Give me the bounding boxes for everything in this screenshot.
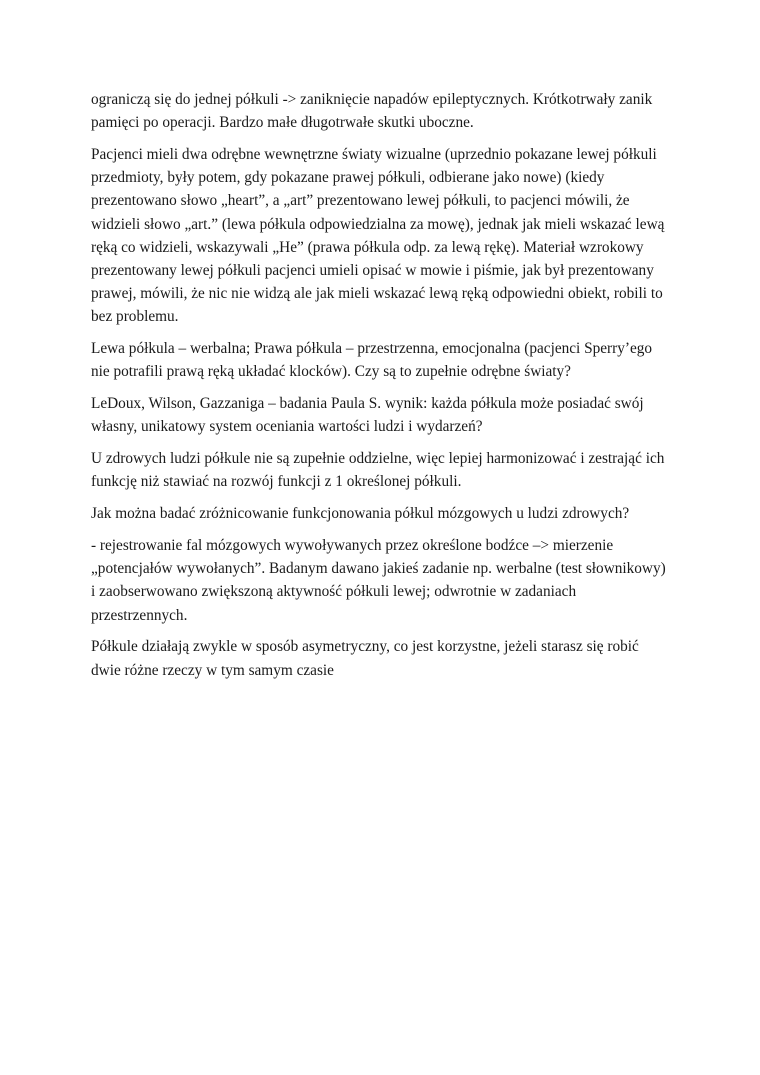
document-body bbox=[91, 88, 671, 690]
paragraph-epilepsy-outcome: ograniczą się do jednej półkuli -> zaniknięcie napadów epileptycznych. Krótkotrwały zanik pamięci po operacji. Bardzo małe długotrwałe skutki uboczne. bbox=[91, 91, 653, 132]
paragraph-question: Jak można badać zróżnicowanie funkcjonowania półkul mózgowych u ludzi zdrowych? bbox=[91, 505, 630, 523]
paragraph-healthy-people: U zdrowych ludzi półkule nie są zupełnie oddzielne, więc lepiej harmonizować i zestrająć ich funkcję niż stawiać na rozwój funkcji z 1 określonej półkuli. bbox=[91, 450, 665, 491]
paragraph-visual-worlds: Pacjenci mieli dwa odrębne wewnętrzne światy wizualne (uprzednio pokazane lewej półkuli przedmioty, były potem, gdy pokazane prawej półkuli, odbierane jako nowe) (kiedy prezentowano słowo „heart”, a „art” prezentowano lewej półkuli, to pacjenci mówili, że widzieli słowo „art.” (lewa półkula odpowiedzialna za mowę), jednak jak mieli wskazać lewą ręką co widzieli, wskazywali „He” (prawa półkula odp. za lewą rękę). Materiał wzrokowy prezentowany lewej półkuli pacjenci umieli opisać w mowie i piśmie, jak był prezentowany prawej, mówili, że nic nie widzą ale jak mieli wskazać lewą ręką odpowiedni obiekt, robili to bez problemu. bbox=[91, 146, 665, 326]
paragraph-asymmetry: Półkule działają zwykle w sposób asymetryczny, co jest korzystne, jeżeli starasz się robić dwie różne rzeczy w tym samym czasie bbox=[91, 638, 639, 679]
paragraph-evoked-potentials: - rejestrowanie fal mózgowych wywoływanych przez określone bodźce –> mierzenie „potencjałów wywołanych”. Badanym dawano jakieś zadanie np. werbalne (test słownikowy) i zaobserwowano zwiększoną aktywność półkuli lewej; odwrotnie w zadaniach przestrzennych. bbox=[91, 537, 666, 624]
paragraph-hemisphere-functions: Lewa półkula – werbalna; Prawa półkula – przestrzenna, emocjonalna (pacjenci Sperry’ego nie potrafili prawą ręką układać klocków). Czy są to zupełnie odrębne światy? bbox=[91, 340, 653, 381]
paragraph-research-findings: LeDoux, Wilson, Gazzaniga – badania Paula S. wynik: każda półkula może posiadać swój własny, unikatowy system oceniania wartości ludzi i wydarzeń? bbox=[91, 395, 644, 436]
